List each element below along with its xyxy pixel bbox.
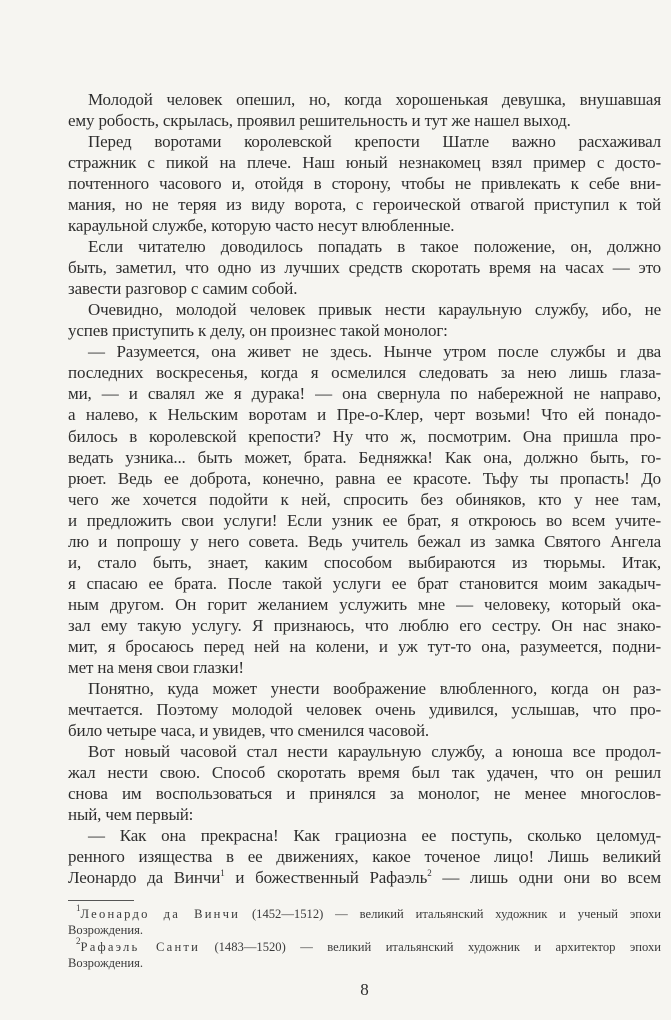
footnote-text: (1452—1512) — великий итальянский художник и ученый эпохи [240,907,661,922]
text-line: я спасаю ее брата. После такой услуги ее брат становится моим закадыч- [68,573,661,593]
text-line: рюет. Ведь ее доброта, конечно, равна ее красоте. Тьфу ты пропасть! До [68,468,661,488]
body-text [68,89,661,888]
paragraph [68,825,661,888]
text-line: Понятно, куда может унести воображение влюбленного, когда он раз- [88,678,661,698]
footnote-name: Рафаэль Санти [80,940,201,955]
footnote-reference: 2 [427,868,432,879]
text-line: мит, я бросаюсь перед ней на колени, и уж тут-то она, разумеется, подни- [68,636,661,656]
page-number: 8 [360,980,369,1000]
text-line: ный, чем первый: [68,805,194,825]
text-line: ведать узника... быть может, брата. Бедняжка! Как она, должно быть, го- [68,447,661,467]
paragraph [68,299,661,341]
text-line: ным другом. Он горит желанием услужить мне — человеку, который ока- [68,594,661,614]
text-line: снова им воспользоваться и принялся за монолог, не менее многослов- [68,784,661,804]
footnote [68,903,661,938]
text-line: последних воскресенья, когда я осмелился следовать за нею лишь глаза- [68,363,661,383]
text-line: ему робость, скрылась, проявил решительность и тут же нашел выход. [68,111,571,131]
text-line: мет на меня свои глазки! [68,657,244,677]
footnotes [68,903,661,971]
footnote-name: Леонардо да Винчи [80,907,241,922]
paragraph [68,341,661,678]
footnote-mark: 2 [76,936,81,947]
paragraph [68,236,661,299]
text-line: чего же хочется подойти к ней, спросить без обиняков, кто у нее там, [68,489,661,509]
text-line: било четыре часа, и увидев, что сменился часовой. [68,720,430,740]
text-line: жал нести свою. Способ скоротать время был так удачен, что он решил [68,763,661,782]
text-line: — Как она прекрасна! Как грациозна ее поступь, сколько целомуд- [88,826,661,846]
paragraph [68,131,661,236]
footnote-text-continued: Возрождения. [68,922,144,937]
text-line: караульной службе, которую часто несут влюбленные. [68,216,455,236]
text-segment: и божественный Рафаэль [224,868,428,888]
paragraph [68,741,661,825]
paragraph [68,89,661,131]
text-line: быть, заметил, что одно из лучших средств скоротать время на часах — это [68,258,661,278]
footnote-text-continued: Возрождения. [68,955,144,970]
text-line: лю и попрошу у него совета. Ведь учитель бежал из замка Святого Ангела [68,531,661,551]
text-line: зал ему такую услугу. Я признаюсь, что люблю его сестру. Он нас знако- [68,615,661,635]
text-line: успев приступить к делу, он произнес такой монолог: [68,321,448,341]
text-line: Вот новый часовой стал нести караульную службу, а юноша все продол- [88,741,661,761]
text-line: Очевидно, молодой человек привык нести караульную службу, ибо, не [88,300,661,320]
footnote-reference: 1 [220,868,225,879]
text-line: мания, но не теряя из виду ворота, с героической отвагой приступил к той [68,195,661,215]
text-line: почтенного часового и, отойдя в сторону, чтобы не привлекать к себе вни- [68,174,661,194]
footnote-divider [68,900,134,901]
text-line: и, стало быть, знает, каким способом выбираются из тюрьмы. Итак, [68,552,661,572]
text-line: а налево, к Нельским воротам и Пре-о-Клер, черт возьми! Что ей понадо- [68,405,661,425]
footnote-mark: 1 [76,903,81,914]
text-segment: — лишь одни они во всем [431,868,661,888]
footnote-text: (1483—1520) — великий итальянский художник и архитектор эпохи [200,940,661,955]
text-line: завести разговор с самим собой. [68,279,298,299]
text-line: Молодой человек опешил, но, когда хорошенькая девушка, внушавшая [88,90,661,109]
text-line: билось в королевской крепости? Ну что ж, посмотрим. Она пришла про- [68,426,661,446]
text-line: Перед воротами королевской крепости Шатле важно расхаживал [88,132,661,152]
text-line [68,867,661,888]
text-segment: Леонардо да Винчи [68,868,221,888]
text-line: стражник с пикой на плече. Наш юный незнакомец взял пример с досто- [68,153,661,173]
footnote [68,936,661,971]
text-line: — Разумеется, она живет не здесь. Нынче утром после службы и два [88,342,661,362]
paragraph [68,678,661,741]
text-line: ми, — и свалял же я дурака! — она свернула по набережной не направо, [68,384,661,404]
text-line: мечтается. Поэтому молодой человек очень удивился, услышав, что про- [68,699,661,719]
text-line: и предложить свои услуги! Если узник ее брат, я откроюсь во всем учите- [68,510,661,530]
text-line: ренного изящества в ее движениях, какое точеное лицо! Лишь великий [68,847,661,867]
text-line: Если читателю доводилось попадать в такое положение, он, должно [88,237,661,257]
